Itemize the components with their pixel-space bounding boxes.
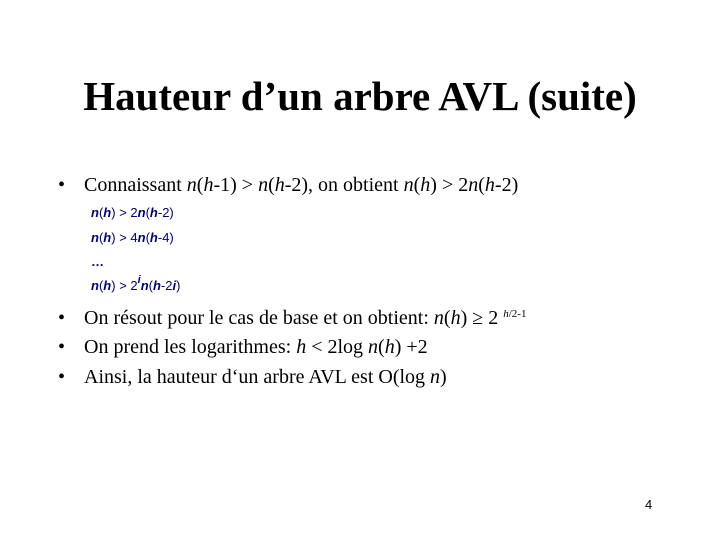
derivation-line-2: n(h) > 4n(h-4): [91, 230, 174, 245]
bullet-dot: •: [58, 366, 66, 388]
bullet-dot: •: [58, 174, 66, 196]
page-number: 4: [645, 497, 653, 512]
slide-title: Hauteur d’un arbre AVL (suite): [83, 73, 637, 119]
bullet-4-text: Ainsi, la hauteur d‘un arbre AVL est O(log n): [84, 366, 447, 388]
bullet-dot: •: [58, 307, 66, 329]
derivation-line-1: n(h) > 2n(h-2): [91, 205, 174, 220]
bullet-1-text: Connaissant n(h-1) > n(h-2), on obtient n(h) > 2n(h-2): [84, 174, 519, 196]
derivation-line-3: $n(h) > 2^in(h-2i)$: [91, 274, 181, 293]
bullet-2-text: On résout pour le cas de base et on obtient: n(h) ≥ 2 $^{h/2-1}$: [84, 307, 527, 329]
bullet-dot: •: [58, 336, 66, 358]
bullet-3-text: On prend les logarithmes: h < 2log n(h) +2: [84, 336, 428, 358]
derivation-ellipsis: …: [91, 254, 104, 269]
